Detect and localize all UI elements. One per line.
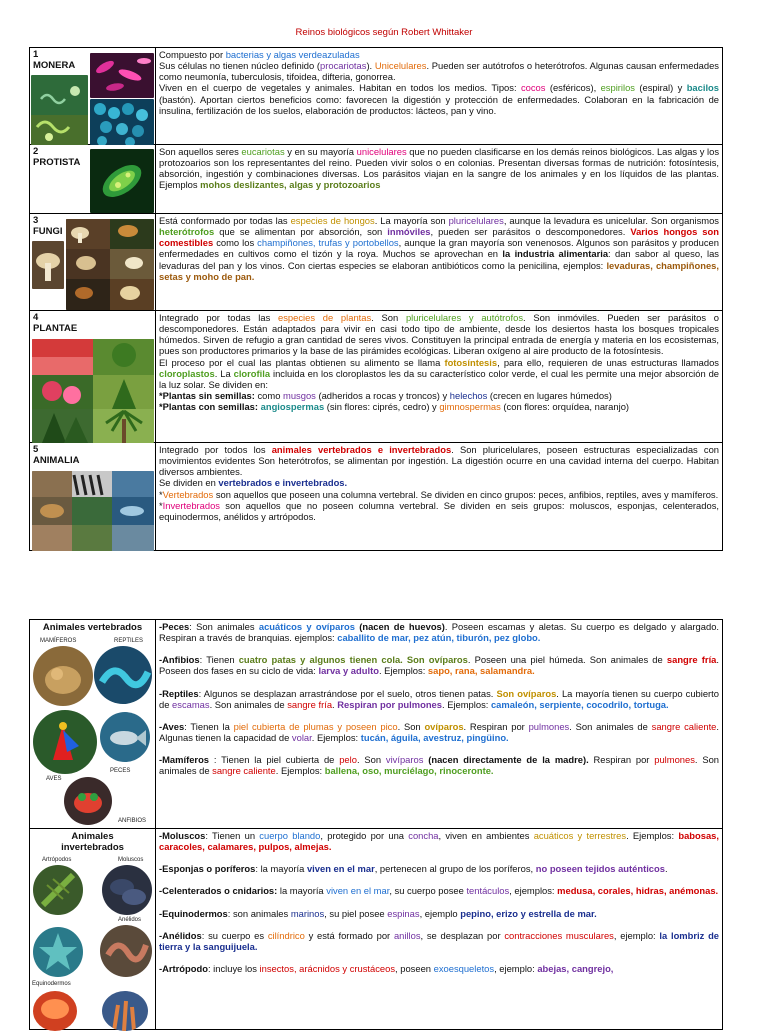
text-run: tucán, águila, avestruz, pingüino.: [360, 732, 509, 744]
text-run: : dan sabor al queso, las levaduras del pan y los vinos. Con ciertas especies se elaboran antibióticos como la penicilina, ejemplos:: [159, 248, 719, 271]
text-run: espirilos: [600, 82, 635, 94]
text-run: , aunque la levadura es unicelular. Son organismos: [503, 215, 719, 226]
kingdom-name: PLANTAE: [33, 323, 78, 334]
text-run: pelo: [339, 754, 357, 766]
kingdoms-table: [29, 47, 723, 551]
image-label: Anélidos: [118, 917, 142, 923]
text-run: Invertebrados: [162, 499, 220, 511]
paragraph: [159, 830, 719, 852]
paragraph: [159, 754, 719, 776]
text-run: marinos: [290, 907, 325, 919]
text-run: viven en el mar: [326, 885, 390, 897]
text-run: . Son animales de: [569, 720, 652, 732]
invertebrates-label-cell: [30, 829, 156, 1030]
kingdom-number: 5: [33, 444, 39, 455]
text-run: , viven en ambientes: [438, 830, 534, 841]
text-run: . La mayoría tienen su cuerpo cubierto de: [159, 687, 719, 710]
paragraph: [159, 963, 719, 974]
vertebrates-heading: Animales vertebrados: [42, 622, 143, 633]
paragraph: [159, 312, 719, 357]
paragraph: [159, 930, 719, 952]
text-run: y está formado por: [304, 929, 394, 941]
text-run: Integrado por todas las: [159, 312, 279, 323]
text-run: concha: [408, 830, 439, 841]
text-run: medusa, corales, hidras, anémonas.: [557, 885, 719, 897]
text-run: como: [254, 390, 284, 402]
text-run: vertebrados e invertebrados.: [218, 477, 348, 489]
text-run: son aquellos que no poseen columna vertebral. Se dividen en seis grupos: moluscos, esponjas, celenterados, equinodermos, anélidos y artrópodos.: [159, 499, 719, 522]
text-run: sangre fría: [666, 654, 717, 666]
text-run: ).: [366, 60, 375, 72]
bacteria-photo-pink: [90, 53, 154, 98]
text-run: sangre fría: [287, 698, 333, 710]
text-run: pulmones: [654, 754, 695, 766]
text-run: incluida en los cloroplastos les da su característico color verde, el cual les permite una mejor absorción de la luz solar. Se dividen en:: [159, 367, 719, 390]
image-label: ANFIBIOS: [118, 818, 147, 824]
text-run: *: [159, 499, 163, 511]
text-run: (nacen de huevos): [359, 621, 445, 632]
paragraph: [159, 477, 719, 488]
kingdom-description: [156, 48, 723, 145]
text-run: Varios hongos son comestibles: [159, 226, 719, 249]
text-run: , para ello, requieren de unas estructuras llamados: [497, 356, 719, 368]
text-run: . Algunas tienen la capacidad de: [159, 720, 720, 744]
text-run: cuatro patas y algunos tienen cola. Son ovíparos: [238, 654, 468, 666]
text-run: inmóviles: [387, 226, 431, 238]
image-label: AVES: [46, 776, 62, 782]
text-run: . Ejemplos:: [441, 698, 491, 710]
text-run: tentáculos: [466, 885, 510, 897]
vertebrates-label-cell: [30, 620, 156, 829]
text-run: -Esponjas o poríferos: [159, 863, 256, 875]
text-run: caballito de mar, pez atún, tiburón, pez globo.: [337, 632, 541, 644]
text-run: (crecen en lugares húmedos): [487, 390, 612, 402]
mammals-photo: [33, 646, 93, 706]
text-run: acuáticos y terrestres: [533, 830, 627, 841]
text-run: bacterias y algas verdeazuladas: [225, 49, 360, 60]
mushrooms-photo-collage: [66, 219, 154, 310]
text-run: -Aves: [159, 720, 185, 732]
text-run: : son animales: [227, 907, 291, 919]
text-run: y en su mayoría: [284, 146, 357, 157]
paragraph: [159, 401, 719, 412]
text-run: , ejemplo: [419, 907, 461, 919]
text-run: eucariotas: [241, 146, 285, 157]
paragraph: [159, 721, 719, 743]
coral-photo: [102, 991, 148, 1031]
text-run: : Tienen un: [205, 830, 260, 841]
paragraph: [159, 215, 719, 282]
text-run: , aunque la gran mayoría son venenosos. Algunos son parásitos y producen enfermedades en cultivos como el tizón y la roya. Muchos se aprovechan en: [159, 237, 719, 260]
text-run: -Mamíferos: [159, 754, 210, 766]
invertebrates-description: [156, 829, 723, 1030]
text-run: El proceso por el cual las plantas obtienen su alimento se llama: [159, 356, 445, 368]
kingdom-row-animalia: [30, 443, 723, 551]
text-run: babosas, caracoles, calamares, pulpos, almejas.: [159, 830, 719, 853]
text-run: .: [332, 698, 338, 710]
paragraph: [159, 82, 719, 115]
image-label: Equinodermos: [32, 981, 71, 987]
text-run: la mayoría: [277, 885, 327, 897]
kingdom-label-cell: [30, 48, 156, 145]
protist-photo: [90, 149, 154, 213]
text-run: sangre caliente: [651, 720, 717, 732]
mushroom-photo-small: [32, 241, 64, 289]
bacteria-photo-blue: [90, 99, 154, 145]
text-run: , ejemplo:: [494, 963, 538, 975]
text-run: exoesqueletos: [433, 963, 495, 975]
text-run: contracciones musculares: [504, 929, 614, 941]
paragraph: [159, 654, 719, 676]
kingdom-description: [156, 443, 723, 551]
paragraph: [159, 357, 719, 390]
text-run: musgos: [283, 390, 316, 402]
text-run: la lombriz de tierra y la sanguijuela.: [159, 929, 720, 952]
text-run: . Poseen dos fases en su ciclo de vida:: [159, 654, 720, 677]
text-run: (bastón). Aportan ciertos beneficios como: favorecen la digestión y protección de enfermedades. Colaboran en la fabricación de insulina, fertilización de los suelos, elaboración de productos: lácteos, pan y vino.: [159, 93, 719, 116]
paragraph: [159, 390, 719, 401]
image-label: REPTILES: [114, 638, 144, 644]
text-run: . Poseen una piel húmeda. Son animales de: [467, 654, 667, 666]
text-run: : Tienen: [199, 654, 239, 666]
text-run: -Reptiles: [159, 687, 199, 699]
birds-photo: [33, 710, 97, 774]
invertebrates-heading: Animales invertebrados: [61, 831, 124, 853]
text-run: unicelulares: [356, 146, 407, 157]
paragraph: [159, 49, 719, 60]
text-run: -Equinodermos: [159, 907, 228, 919]
text-run: (nacen directamente de la madre).: [428, 754, 589, 766]
text-run: . Ejemplos:: [275, 765, 325, 777]
text-run: (espiral) y: [634, 82, 687, 94]
text-run: animales vertebrados e invertebrados: [271, 444, 452, 455]
text-run: -Moluscos: [159, 830, 206, 841]
text-run: bacilos: [686, 82, 719, 94]
text-run: Vertebrados: [162, 488, 214, 500]
image-label: MAMÍFEROS: [40, 638, 77, 644]
amphibians-photo: [64, 777, 112, 825]
text-run: helechos: [449, 390, 488, 402]
text-run: (con flores: orquídea, naranjo): [500, 401, 630, 413]
text-run: .: [664, 863, 668, 875]
kingdom-name: PROTISTA: [33, 157, 81, 168]
text-run: insectos, arácnidos y crustáceos: [259, 963, 396, 975]
kingdom-row-plantae: [30, 311, 723, 443]
text-run: cocos: [520, 82, 546, 94]
paragraph: [159, 908, 719, 919]
text-run: . Respiran por: [463, 720, 529, 732]
text-run: . Son: [356, 754, 386, 766]
text-run: *Plantas con semillas:: [159, 401, 259, 413]
text-run: . Son: [371, 312, 406, 323]
kingdom-description: [156, 145, 723, 214]
paragraph: [159, 489, 719, 500]
text-run: especies de hongos: [290, 215, 375, 226]
text-run: que no pueden clasificarse en los demás reinos biológicos. Las algas y los protozoarios son los representantes del reino. Pueden vivir solos o en colonias. Presentan diversas formas de nutrición: fotosíntesis, absorción, ingestión y combinaciones diversas. Los parásitos viajan en la sangre de los animales y en los líquidos de las plantas. Ejemplos: [159, 146, 720, 191]
text-run: , protegido por una: [320, 830, 409, 841]
kingdom-name: MONERA: [33, 60, 76, 71]
text-run: pepino, erizo y estrella de mar.: [460, 907, 597, 919]
text-run: procariotas: [320, 60, 367, 72]
kingdom-row-monera: [30, 48, 723, 145]
text-run: . La mayoría son: [374, 215, 449, 226]
text-run: . Son inmóviles. Pueden ser parásitos o descomponedores. Están adaptados para vivir en casi todo tipo de ambiente, desde los desiertos hasta los bosques tropicales húmedos. Sirven de refugio a gran cantidad de seres vivos. Constituyen la principal entrada de energía y materia en los ecosistemas, pues son productores primarios y la base de las pirámides ecológicas. Liberan oxígeno al aire producto de la fotosíntesis.: [159, 312, 720, 357]
text-run: piel cubierta de plumas y poseen pico: [233, 720, 398, 732]
text-run: son aquellos que poseen una columna vertebral. Se dividen en cinco grupos: peces, anfibios, reptiles, aves y mamíferos.: [213, 488, 719, 500]
paragraph: [159, 500, 719, 522]
text-run: clorofila: [233, 367, 271, 379]
text-run: -Celenterados o cnidarios:: [159, 885, 278, 897]
animals-table: [29, 619, 723, 1030]
text-run: : la mayoría: [255, 863, 307, 875]
paragraph: [159, 863, 719, 874]
kingdom-row-protista: [30, 145, 723, 214]
text-run: . La: [214, 367, 234, 379]
text-run: levaduras, champiñones, setas y moho de pan.: [159, 259, 719, 282]
image-label: PECES: [110, 768, 131, 774]
text-run: que se alimentan por absorción, son: [214, 226, 388, 238]
text-run: : Tienen la: [184, 720, 234, 732]
text-run: -Artrópodo: [159, 963, 208, 975]
fish-photo: [100, 712, 150, 762]
text-run: volar: [291, 732, 312, 744]
text-run: espinas: [387, 907, 420, 919]
text-run: Respiran por pulmones: [337, 698, 442, 710]
text-run: . Son animales de: [159, 754, 720, 777]
text-run: sangre caliente: [212, 765, 276, 777]
paragraph: [159, 60, 719, 82]
text-run: ballena, oso, murciélago, rinoceronte.: [324, 765, 494, 777]
kingdom-label-cell: [30, 145, 156, 214]
kingdom-number: 1: [33, 49, 39, 60]
text-run: sapo, rana, salamandra.: [427, 665, 535, 677]
text-run: larva y adulto: [318, 665, 379, 677]
text-run: cilíndrico: [267, 929, 305, 941]
text-run: cuerpo blando: [259, 830, 321, 841]
text-run: heterótrofos: [159, 226, 215, 238]
text-run: ovíparos: [424, 720, 464, 732]
text-run: escamas: [172, 698, 210, 710]
annelids-photo: [100, 925, 152, 977]
text-run: -Anélidos: [159, 929, 202, 941]
paragraph: [159, 621, 719, 643]
paragraph: [159, 444, 719, 477]
text-run: , ejemplo:: [613, 929, 660, 941]
paragraph: [159, 885, 719, 896]
text-run: fotosíntesis: [444, 356, 498, 368]
text-run: la industria alimentaria: [502, 248, 609, 260]
text-run: especies de plantas: [278, 312, 372, 323]
text-run: Son ovíparos: [496, 687, 557, 699]
text-run: cloroplastos: [159, 367, 215, 379]
text-run: . Ejemplos:: [378, 665, 428, 677]
text-run: . Son pluricelulares, poseen estructuras especializadas con movimientos evidentes Son heterótrofos, se alimentan por ingestión. La digestión ocurre en una cavidad interna del cuerpo. Habitan diversos ambientes.: [159, 444, 719, 478]
text-run: , pueden ser parásitos o descomponedores.: [430, 226, 631, 238]
text-run: , su piel posee: [324, 907, 388, 919]
text-run: Está conformado por todas las: [159, 215, 291, 226]
image-label: Artrópodos: [42, 857, 72, 863]
text-run: acuáticos y ovíparos: [258, 621, 355, 632]
bacteria-photo-collage: [31, 75, 88, 145]
paragraph: [159, 688, 719, 710]
jellyfish-photo: [33, 991, 77, 1031]
invertebrates-row: [30, 829, 723, 1030]
text-run: no poseen tejidos auténticos: [535, 863, 665, 875]
text-run: vivíparos: [385, 754, 424, 766]
kingdom-row-fungi: [30, 214, 723, 311]
vertebrates-description: [156, 620, 723, 829]
reptiles-photo: [94, 646, 152, 704]
text-run: . Son: [397, 720, 425, 732]
kingdom-number: 3: [33, 215, 39, 226]
text-run: . Poseen escamas y aletas. Su cuerpo es delgado y alargado. Respiran a través de branquias. ejemplos:: [159, 621, 720, 644]
text-run: anillos: [393, 929, 421, 941]
text-run: viven en el mar: [306, 863, 375, 875]
vertebrates-row: [30, 620, 723, 829]
kingdom-label-cell: [30, 214, 156, 311]
kingdom-name: FUNGI: [33, 226, 63, 237]
echinoderms-photo: [33, 927, 83, 977]
text-run: Unicelulares: [374, 60, 427, 72]
text-run: (esféricos),: [545, 82, 601, 94]
kingdom-description: [156, 214, 723, 311]
text-run: mohos deslizantes, algas y protozoarios: [200, 179, 381, 191]
kingdom-description: [156, 311, 723, 443]
document-title: Reinos biológicos según Robert Whittaker: [295, 27, 473, 38]
text-run: Compuesto por: [159, 49, 226, 60]
kingdom-label-cell: [30, 311, 156, 443]
text-run: , poseen: [395, 963, 434, 975]
text-run: Son aquellos seres: [159, 146, 242, 157]
text-run: *Plantas sin semillas:: [159, 390, 255, 402]
text-run: angiospermas: [260, 401, 325, 413]
text-run: como los: [213, 237, 258, 249]
text-run: pluricelulares y autótrofos: [405, 312, 524, 323]
molluscs-photo: [102, 865, 152, 915]
text-run: (adheridos a rocas y troncos) y: [315, 390, 450, 402]
animals-photo-collage: [32, 471, 154, 551]
text-run: (sin flores: ciprés, cedro) y: [324, 401, 440, 413]
text-run: Respiran por: [588, 754, 655, 766]
text-run: abejas, cangrejo,: [537, 963, 614, 975]
text-run: pulmones: [528, 720, 570, 732]
text-run: . Ejemplos:: [626, 830, 679, 841]
arthropods-photo: [33, 865, 83, 915]
kingdom-number: 4: [33, 312, 39, 323]
kingdom-label-cell: [30, 443, 156, 551]
text-run: Se dividen en: [159, 477, 219, 489]
text-run: Viven en el cuerpo de vegetales y animales. Habitan en todos los medios. Tipos:: [159, 82, 521, 94]
text-run: . Ejemplos:: [311, 732, 361, 744]
text-run: : su cuerpo es: [201, 929, 268, 941]
image-label: Moluscos: [118, 857, 144, 863]
text-run: : Algunos se desplazan arrastrándose por el suelo, otros tienen patas.: [198, 687, 497, 699]
text-run: , pertenecen al grupo de los poríferos,: [374, 863, 536, 875]
text-run: . Son animales de: [209, 698, 288, 710]
text-run: Sus células no tienen núcleo definido (: [159, 60, 321, 72]
text-run: : Son animales: [189, 621, 259, 632]
text-run: gimnospermas: [439, 401, 501, 413]
text-run: -Peces: [159, 621, 190, 632]
text-run: , se desplazan por: [420, 929, 505, 941]
text-run: camaleón, serpiente, cocodrilo, tortuga.: [490, 698, 669, 710]
text-run: , ejemplos:: [509, 885, 558, 897]
text-run: -Anfibios: [159, 654, 200, 666]
text-run: Integrado por todos los: [159, 444, 272, 455]
text-run: pluricelulares: [448, 215, 504, 226]
paragraph: [159, 146, 719, 191]
plants-photo-collage: [32, 339, 154, 443]
text-run: *: [159, 488, 163, 500]
text-run: champiñones, trufas y portobellos: [257, 237, 399, 249]
text-run: : Tienen la piel cubierta de: [209, 754, 340, 766]
text-run: : incluye los: [207, 963, 260, 975]
text-run: . Pueden ser autótrofos o heterótrofos. Algunas causan enfermedades como neumonía, tuberculosis, tifoidea, difteria, gonorrea.: [159, 60, 719, 83]
kingdom-number: 2: [33, 146, 39, 157]
kingdom-name: ANIMALIA: [33, 455, 80, 466]
text-run: , su cuerpo posee: [389, 885, 467, 897]
